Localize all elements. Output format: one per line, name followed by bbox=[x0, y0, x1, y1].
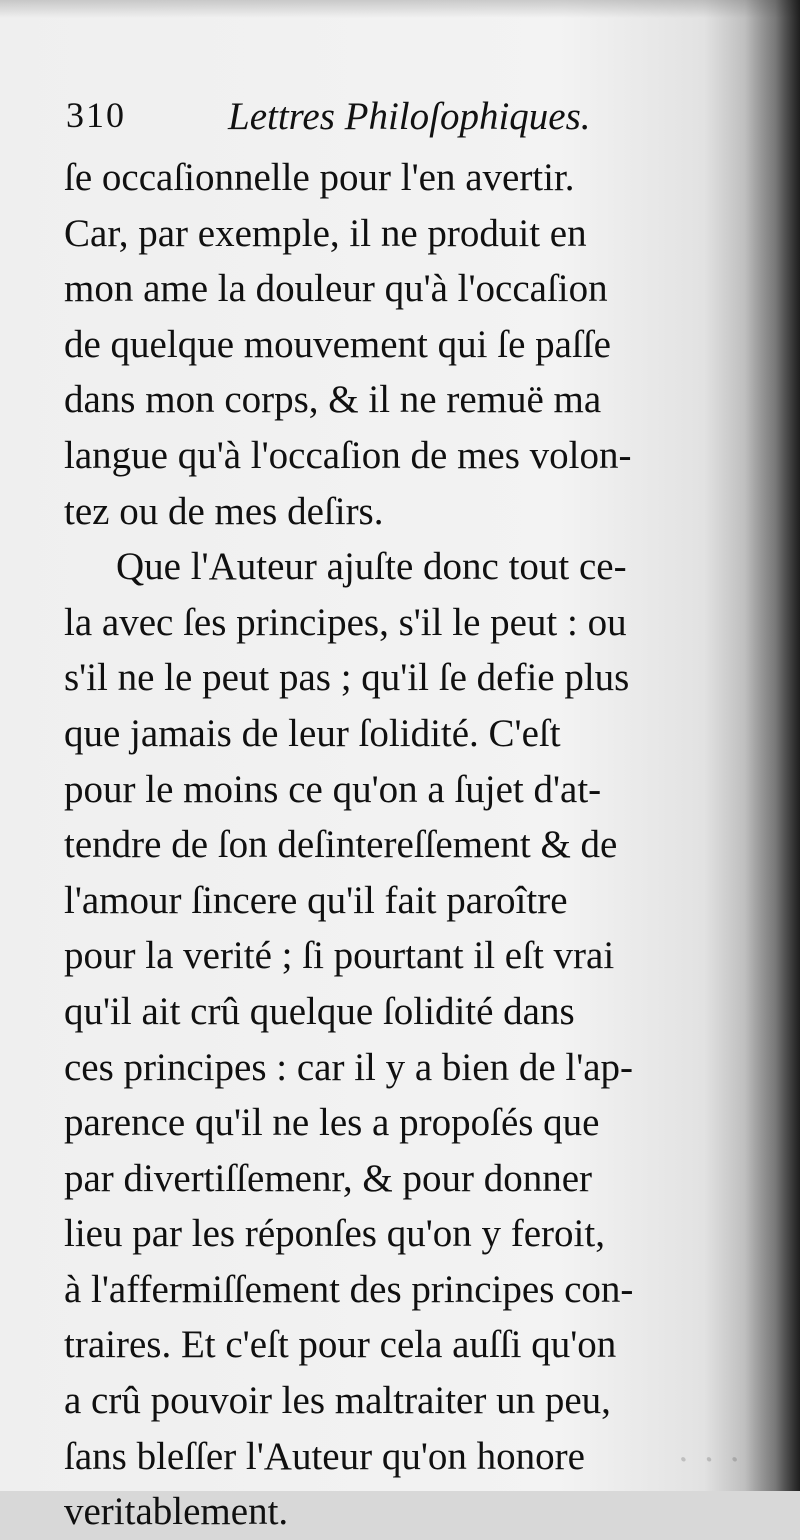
text-line: parence qu'il ne les a propoſés que bbox=[64, 1101, 600, 1145]
body-text bbox=[64, 150, 739, 1540]
text-line: qu'il ait crû quelque ſolidité dans bbox=[64, 989, 575, 1033]
text-line: dans mon corps, & il ne remuë ma bbox=[64, 378, 602, 422]
text-line: par divertiſſemenr, & pour donner bbox=[64, 1156, 593, 1200]
paragraph-first-line: Que l'Auteur ajuſte donc tout ce- bbox=[116, 545, 627, 589]
show-through-bleed: · · · bbox=[675, 1440, 740, 1480]
text-line: mon ame la douleur qu'à l'occaſion bbox=[64, 267, 608, 311]
running-title: Lettres Philoſophiques. bbox=[228, 95, 591, 138]
text-line: de quelque mouvement qui ſe paſſe bbox=[64, 322, 611, 366]
text-line: pour la verité ; ſi pourtant il eſt vrai bbox=[64, 934, 615, 978]
text-line: à l'affermiſſement des principes con- bbox=[64, 1267, 634, 1311]
running-header bbox=[66, 94, 686, 142]
text-line: pour le moins ce qu'on a ſujet d'at- bbox=[64, 767, 602, 811]
text-line: langue qu'à l'occaſion de mes volon- bbox=[64, 433, 632, 477]
text-line: l'amour ſincere qu'il fait paroître bbox=[64, 878, 568, 922]
text-line: ſans bleſſer l'Auteur qu'on honore bbox=[64, 1434, 585, 1478]
text-line: ces principes : car il y a bien de l'ap- bbox=[64, 1045, 634, 1089]
top-edge-shadow bbox=[0, 0, 800, 18]
text-line: veritablement. bbox=[64, 1490, 289, 1534]
text-line: la avec ſes principes, s'il le peut : ou bbox=[64, 600, 627, 644]
text-line: tez ou de mes deſirs. bbox=[64, 489, 384, 533]
text-line: tendre de ſon deſintereſſement & de bbox=[64, 823, 618, 867]
page-number: 310 bbox=[66, 95, 126, 135]
text-line: a crû pouvoir les maltraiter un peu, bbox=[64, 1379, 611, 1423]
text-line: lieu par les réponſes qu'on y feroit, bbox=[64, 1212, 605, 1256]
text-line: que jamais de leur ſolidité. C'eſt bbox=[64, 711, 561, 755]
text-line: Car, par exemple, il ne produit en bbox=[64, 211, 587, 255]
page-edge-shadow bbox=[745, 0, 800, 1491]
text-line: s'il ne le peut pas ; qu'il ſe defie plus bbox=[64, 656, 630, 700]
text-line: traires. Et c'eſt pour cela auſſi qu'on bbox=[64, 1323, 617, 1367]
text-line: ſe occaſionnelle pour l'en avertir. bbox=[64, 156, 575, 199]
